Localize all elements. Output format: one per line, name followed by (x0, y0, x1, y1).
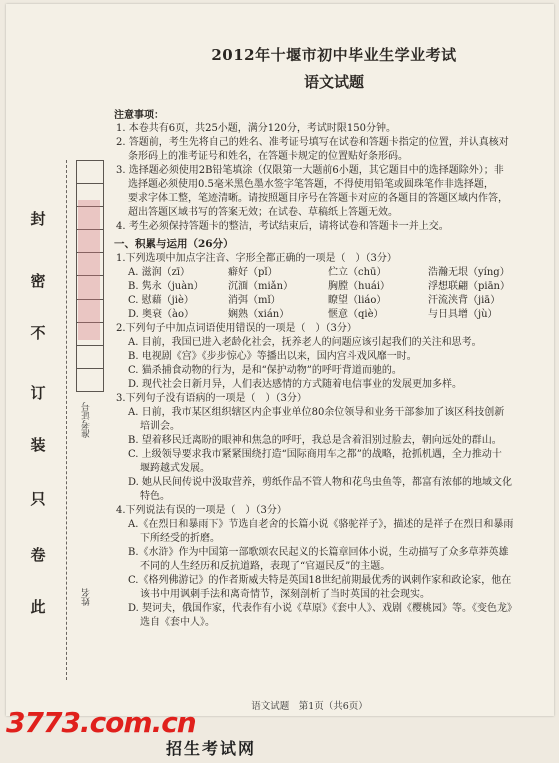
exam-content (114, 44, 544, 630)
exam-id-label: 准考证号 (82, 402, 92, 438)
watermark-domain: 3773.com.cn (6, 706, 196, 739)
answer-option: B. 电视剧《宫》《步步惊心》等播出以来，国内宫斗戏风靡一时。 (128, 351, 417, 362)
notes-heading: 注意事项： (114, 110, 164, 121)
binding-strip (14, 150, 104, 710)
answer-option: 选自《套中人》。 (140, 617, 215, 628)
option-cell: 伫立（chū） (328, 267, 387, 278)
answer-option: 堰跨越式发展。 (140, 463, 210, 474)
watermark-name: 招生考试网 (166, 739, 257, 758)
answer-option: 该书中用讽刺手法和离奇情节，深刻剖析了当时英国的社会现实。 (140, 589, 430, 600)
option-row (114, 294, 544, 308)
option-cell: A. 滋润（zī） (128, 267, 191, 278)
question-stem: 4.下列说法有误的一项是（ ）（3分） (116, 505, 287, 516)
answer-option: 培训会。 (140, 421, 180, 432)
answer-option: A. 日前，我市某区组织辖区内企事业单位80余位领导和业务干部参加了该区科技创新 (128, 407, 505, 418)
option-cell: D. 奥衰（ào） (128, 309, 195, 320)
section-heading: 一、积累与运用（26分） (114, 238, 234, 250)
option-cell: C. 慰藉（jiè） (128, 295, 194, 306)
option-cell: 浮想联翩（piān） (428, 281, 511, 292)
answer-option: C. 上级领导要求我市紧紧围绕打造“国际商用车之都”的战略，抢抓机遇，全力推动十 (128, 449, 502, 460)
seal-char: 装 (30, 436, 46, 454)
option-row (114, 280, 544, 294)
notes-line: 3. 选择题必须使用2B铅笔填涂（仅限第一大题前6小题，其它题目中的选择题除外）；非 (116, 165, 504, 176)
notes-line: 2. 答题前，考生先将自己的姓名、准考证号填写在试卷和答题卡指定的位置，并认真核对 (116, 137, 509, 148)
answer-option: B.《水浒》作为中国第一部歌颂农民起义的长篇章回体小说，生动描写了众多草莽英雄 (128, 547, 509, 558)
answer-option: D. 契诃夫，俄国作家，代表作有小说《草原》《套中人》、戏剧《樱桃园》等。《变色龙》 (128, 603, 518, 614)
name-label: 姓名 (82, 588, 92, 606)
option-cell: 汗流浃背（jiā） (428, 295, 501, 306)
cut-line (66, 160, 67, 680)
answer-option: C. 猫杀捕食动物的行为，是和“保护动物”的呼吁背道而驰的。 (128, 365, 402, 376)
question-stem: 3.下列句子没有语病的一项是（ ）（3分） (116, 393, 307, 404)
option-cell: 癖好（pǐ） (228, 267, 278, 278)
notes-line: 1. 本卷共有6页，共25小题，满分120分，考试时限150分钟。 (116, 123, 396, 134)
notes-line: 超出答题区域书写的答案无效；在试卷、草稿纸上答题无效。 (128, 207, 398, 218)
answer-option: 特色。 (140, 491, 170, 502)
option-row (114, 266, 544, 280)
question-stem: 2.下列句子中加点词语使用错误的一项是（ ）（3分） (116, 323, 357, 334)
red-stamp (78, 200, 100, 340)
seal-char: 卷 (30, 546, 46, 564)
answer-option: 不同的人生经历和反抗道路，表现了“官逼民反”的主题。 (140, 561, 391, 572)
answer-option: A. 目前，我国已进入老龄化社会，抚养老人的问题应该引起我们的关注和思考。 (128, 337, 482, 348)
option-cell: 消弭（mǐ） (228, 295, 281, 306)
option-cell: 浩瀚无垠（yíng） (428, 267, 510, 278)
seal-char: 此 (30, 598, 46, 616)
notes-line: 4. 考生必须保持答题卡的整洁，考试结束后，请将试卷和答题卡一并上交。 (116, 221, 449, 232)
option-cell: 惬意（qiè） (328, 309, 384, 320)
answer-option: A.《在烈日和暴雨下》节选自老舍的长篇小说《骆驼祥子》，描述的是祥子在烈日和暴雨 (128, 519, 514, 530)
answer-option: D. 她从民间传说中汲取营养，剪纸作品不管人物和花鸟虫鱼等，都富有浓郁的地域文化 (128, 477, 513, 488)
seal-char: 只 (30, 490, 46, 508)
option-row (114, 308, 544, 322)
question-stem: 1.下列选项中加点字注音、字形全都正确的一项是（ ）（3分） (116, 253, 397, 264)
page-footer: 语文试题 第1页（共6页） (251, 701, 368, 712)
option-cell: 胸膛（huái） (328, 281, 391, 292)
seal-char: 封 (30, 210, 46, 228)
answer-option: D. 现代社会日新月异，人们表达感情的方式随着电信事业的发展更加多样。 (128, 379, 463, 390)
seal-char: 订 (30, 384, 46, 402)
answer-option: C.《格列佛游记》的作者斯威夫特是英国18世纪前期最优秀的讽刺作家和政论家，他在 (128, 575, 512, 586)
answer-option: B. 望着移民迁离盼的眼神和焦急的呼吁，我总是含着泪别过脸去，朝向远处的群山。 (128, 435, 502, 446)
option-cell: 瞭望（liáo） (328, 295, 387, 306)
notes-line: 条形码上的准考证号和姓名，在答题卡规定的位置贴好条形码。 (128, 151, 408, 162)
site-logo (6, 706, 196, 739)
notes-line: 选择题必须使用0.5毫米黑色墨水签字笔答题，不得使用铅笔或圆珠笔作非选择题， (128, 179, 494, 190)
option-cell: 娴熟（xián） (228, 309, 290, 320)
answer-option: 下所经受的折磨。 (140, 533, 220, 544)
option-cell: 沉湎（miǎn） (228, 281, 294, 292)
exam-subtitle: 语文试题 (303, 73, 364, 91)
exam-title: 2012年十堰市初中毕业生学业考试 (211, 46, 457, 64)
option-cell: 与日具增（jù） (428, 309, 498, 320)
option-cell: B. 隽永（juàn） (128, 281, 204, 292)
notes-line: 要求字体工整，笔迹清晰。请按照题目序号在答题卡对应的各题目的答题区域内作答， (128, 193, 508, 204)
seal-char: 密 (30, 272, 46, 290)
seal-char: 不 (30, 324, 46, 342)
